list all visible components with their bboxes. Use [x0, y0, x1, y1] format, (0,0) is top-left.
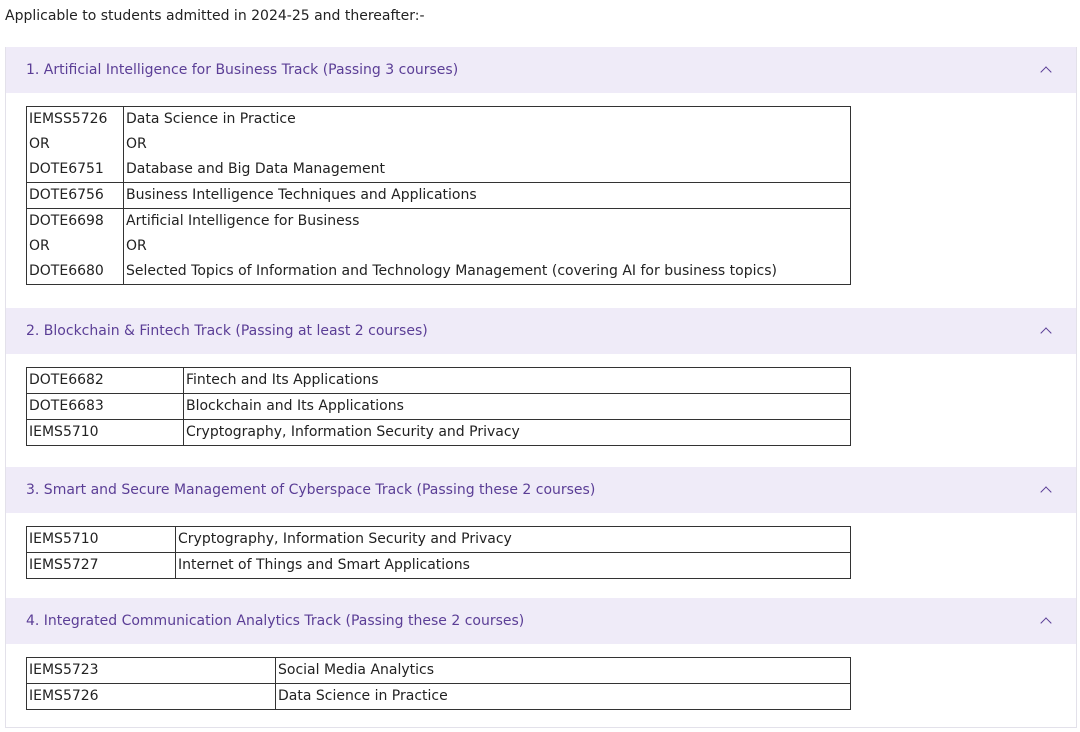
accordion-body: [6, 644, 1076, 727]
chevron-up-icon[interactable]: [1040, 617, 1051, 628]
or-label: OR: [29, 238, 50, 254]
chevron-up-icon[interactable]: [1040, 327, 1051, 338]
intro-text: Applicable to students admitted in 2024-25 and thereafter:-: [5, 8, 425, 24]
accordion-body: [6, 354, 1076, 467]
table-row: [27, 394, 851, 420]
course-code-cell: IEMS5710: [27, 527, 176, 553]
course-code-cell: DOTE6756: [27, 183, 124, 209]
or-label: OR: [29, 136, 50, 152]
accordion-track-2: [5, 308, 1077, 467]
table-row: [27, 368, 851, 394]
course-table: [26, 526, 851, 579]
accordion-title: 1. Artificial Intelligence for Business Track (Passing 3 courses): [26, 62, 459, 78]
course-table: [26, 367, 851, 446]
course-name-cell: [124, 209, 851, 285]
accordion-body: [6, 93, 1076, 308]
table-row: [27, 684, 851, 710]
accordion-track-4: [5, 598, 1077, 728]
course-code: DOTE6698: [29, 213, 104, 229]
table-row: [27, 553, 851, 579]
course-code-cell: [27, 107, 124, 183]
course-name: Database and Big Data Management: [126, 161, 385, 177]
accordion-track-1: [5, 47, 1077, 308]
accordion-title: 3. Smart and Secure Management of Cyberspace Track (Passing these 2 courses): [26, 482, 596, 498]
chevron-up-icon[interactable]: [1040, 66, 1051, 77]
chevron-up-icon[interactable]: [1040, 486, 1051, 497]
course-code-cell: DOTE6683: [27, 394, 184, 420]
accordion-header-track-2[interactable]: [6, 308, 1076, 354]
course-name-cell: Cryptography, Information Security and Privacy: [184, 420, 851, 446]
table-row: [27, 420, 851, 446]
course-code-cell: IEMS5727: [27, 553, 176, 579]
course-code-cell: DOTE6682: [27, 368, 184, 394]
accordion-header-track-1[interactable]: [6, 47, 1076, 93]
course-name-cell: [124, 107, 851, 183]
course-table: [26, 106, 851, 285]
course-name-cell: Fintech and Its Applications: [184, 368, 851, 394]
accordion-header-track-4[interactable]: [6, 598, 1076, 644]
course-code-cell: [27, 209, 124, 285]
table-row: [27, 183, 851, 209]
accordion-title: 2. Blockchain & Fintech Track (Passing at least 2 courses): [26, 323, 428, 339]
course-name: Artificial Intelligence for Business: [126, 213, 360, 229]
table-row: [27, 107, 851, 183]
course-name-cell: Internet of Things and Smart Applications: [176, 553, 851, 579]
course-code-cell: IEMS5726: [27, 684, 276, 710]
course-name-cell: Social Media Analytics: [276, 658, 851, 684]
course-name-cell: Blockchain and Its Applications: [184, 394, 851, 420]
course-name-cell: Data Science in Practice: [276, 684, 851, 710]
accordion-title: 4. Integrated Communication Analytics Track (Passing these 2 courses): [26, 613, 525, 629]
course-name-cell: Business Intelligence Techniques and Applications: [124, 183, 851, 209]
table-row: [27, 209, 851, 285]
course-name: Data Science in Practice: [126, 111, 296, 127]
course-name-cell: Cryptography, Information Security and Privacy: [176, 527, 851, 553]
course-code: DOTE6680: [29, 263, 104, 279]
course-code-cell: IEMS5710: [27, 420, 184, 446]
course-name: Selected Topics of Information and Technology Management (covering AI for business topics): [126, 263, 777, 279]
course-code: DOTE6751: [29, 161, 104, 177]
accordion-header-track-3[interactable]: [6, 467, 1076, 513]
or-label: OR: [126, 238, 147, 254]
or-label: OR: [126, 136, 147, 152]
table-row: [27, 527, 851, 553]
course-code: IEMSS5726: [29, 111, 108, 127]
course-code-cell: IEMS5723: [27, 658, 276, 684]
accordion-body: [6, 513, 1076, 598]
table-row: [27, 658, 851, 684]
course-table: [26, 657, 851, 710]
accordion-track-3: [5, 467, 1077, 598]
